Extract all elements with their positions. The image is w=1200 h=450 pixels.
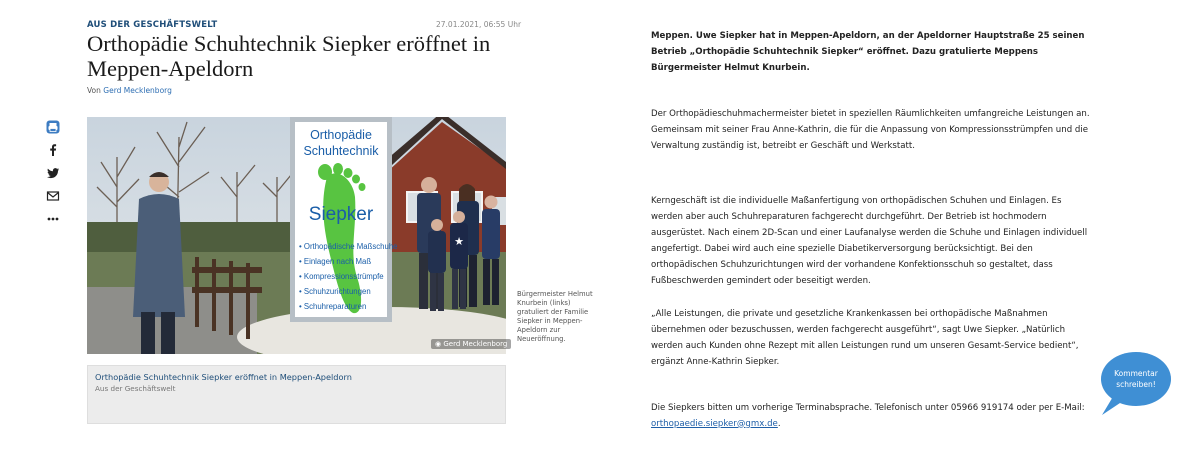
photo-side-caption: Bürgermeister Helmut Knurbein (links) gratuliert der Familie Siepker in Meppen-Apeldorn zur Neueröffnung. bbox=[517, 290, 593, 343]
article-paragraph-4 bbox=[651, 400, 1091, 432]
sign-line2: Schuhtechnik bbox=[303, 144, 379, 158]
comment-button[interactable] bbox=[1101, 352, 1171, 406]
sign-item-2: • Einlagen nach Maß bbox=[299, 257, 372, 266]
sign-item-1: • Orthopädische Maßschuhe bbox=[299, 242, 398, 251]
print-icon[interactable] bbox=[46, 120, 60, 134]
photo-credit bbox=[431, 339, 511, 349]
author-link[interactable]: Gerd Mecklenborg bbox=[103, 86, 172, 95]
svg-text:★: ★ bbox=[454, 235, 464, 248]
share-bar bbox=[44, 120, 62, 226]
mail-icon[interactable] bbox=[46, 189, 60, 203]
contact-end: . bbox=[777, 418, 781, 429]
gallery-caption-title[interactable]: Orthopädie Schuhtechnik Siepker eröffnet in Meppen-Apeldorn bbox=[95, 372, 352, 382]
email-link[interactable]: orthopaedie.siepker@gmx.de bbox=[651, 418, 778, 429]
photo-credit-text: Gerd Mecklenborg bbox=[443, 340, 508, 348]
article-paragraph-3: „Alle Leistungen, die private und gesetzliche Krankenkassen bei orthopädische Maßnahmen übernehmen oder bezuschussen, werden fachgerecht ausgeführt“, sagt Uwe Siepker. „Natürlich werden auch Kunden ohne Rezept mit allen Leistungen rund um unseren Gesamt-Service bedient“, ergänzt Anne-Kathrin Siepker. bbox=[651, 308, 1079, 367]
article-lead: Meppen. Uwe Siepker hat in Meppen-Apeldorn, an der Apeldorner Hauptstraße 25 seinen Betrieb „Orthopädie Schuhtechnik Siepker“ eröffnet. Dazu gratulierte Meppens Bürgermeister Helmut Knurbein. bbox=[651, 30, 1085, 73]
article-title: Orthopädie Schuhtechnik Siepker eröffnet in Meppen-Apeldorn bbox=[87, 31, 491, 81]
article-paragraph-1: Der Orthopädieschuhmachermeister bietet in speziellen Räumlichkeiten umfangreiche Leistungen an. Gemeinsam mit seiner Frau Anne-Kathrin, die für die Anpassung von Kompressionsstrümpfen und die Verwaltung zuständig ist, betreibt er Geschäft und Werkstatt. bbox=[651, 108, 1090, 151]
gallery-caption-subtitle: Aus der Geschäftswelt bbox=[95, 384, 176, 393]
sign-item-4: • Schuhzurichtungen bbox=[299, 287, 371, 296]
comment-label-1: Kommentar bbox=[1114, 369, 1158, 378]
byline-prefix: Von bbox=[87, 86, 101, 95]
article-kicker: AUS DER GESCHÄFTSWELT bbox=[87, 20, 218, 30]
article-date: 27.01.2021, 06:55 Uhr bbox=[436, 20, 522, 29]
article-photo[interactable] bbox=[87, 117, 506, 354]
sign-item-3: • Kompressionsstrümpfe bbox=[299, 272, 384, 281]
facebook-icon[interactable] bbox=[46, 143, 60, 157]
contact-text: Die Siepkers bitten um vorherige Terminabsprache. Telefonisch unter 05966 919174 oder per E-Mail: bbox=[651, 402, 1085, 413]
sign-item-5: • Schuhreparaturen bbox=[299, 302, 367, 311]
comment-label-2: schreiben! bbox=[1116, 380, 1156, 389]
sign-brand: Siepker bbox=[308, 204, 374, 225]
article-paragraph-2: Kerngeschäft ist die individuelle Maßanfertigung von orthopädischen Schuhen und Einlagen. Es werden aber auch Schuhreparaturen fachgerecht durchgeführt. Der Betrieb ist hochmodern ausgerüstet. Nach einem 2D-Scan und einer Laufanalyse werden die Schuhe und Einlagen individuell angefertigt. Dabei wird auch eine spezielle Diabetikerversorgung berücksichtigt. Bei den orthopädischen Schuhzurichtungen wird der vorhandene Konfektionsschuh so gestaltet, dass Fußbeschwerden gemindert oder beseitigt werden. bbox=[651, 195, 1088, 286]
more-icon[interactable] bbox=[46, 212, 60, 226]
camera-icon: ◉ bbox=[435, 340, 442, 348]
sign-line1: Orthopädie bbox=[310, 128, 372, 142]
article-byline bbox=[87, 86, 172, 95]
twitter-icon[interactable] bbox=[46, 166, 60, 180]
gallery-caption-box[interactable] bbox=[87, 365, 506, 424]
